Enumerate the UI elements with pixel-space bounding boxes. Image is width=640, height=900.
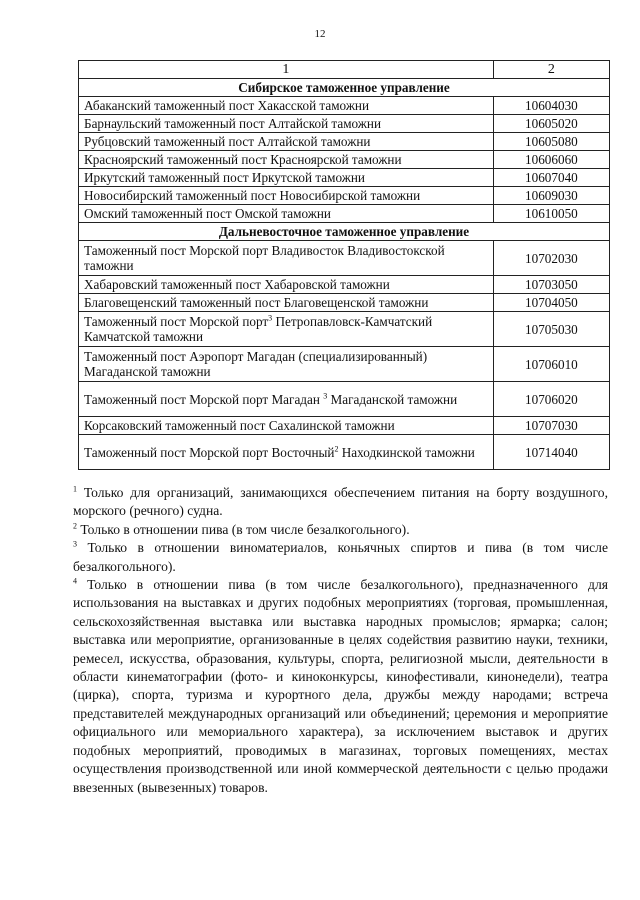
post-name: Иркутский таможенный пост Иркутской таможни bbox=[79, 169, 494, 187]
post-name: Благовещенский таможенный пост Благовещенской таможни bbox=[79, 294, 494, 312]
post-name: Таможенный пост Морской порт Восточный bbox=[84, 444, 335, 460]
post-name: Таможенный пост Морской порт Магадан bbox=[84, 391, 320, 407]
post-code: 10607040 bbox=[493, 169, 609, 187]
table-row bbox=[79, 151, 610, 169]
post-name-tail: Петропавловск-Камчатский Камчатской таможни bbox=[84, 314, 433, 344]
footnote-ref: 3 bbox=[323, 391, 328, 401]
post-name-tail: Магаданской таможни bbox=[330, 391, 458, 407]
table-row bbox=[79, 241, 610, 276]
section-row-siberian bbox=[79, 79, 610, 97]
table-row bbox=[79, 417, 610, 435]
post-name: Корсаковский таможенный пост Сахалинской таможни bbox=[79, 417, 494, 435]
post-code: 10714040 bbox=[493, 435, 609, 470]
post-name: Барнаульский таможенный пост Алтайской таможни bbox=[79, 115, 494, 133]
table-row bbox=[79, 205, 610, 223]
post-name: Красноярский таможенный пост Красноярской таможни bbox=[79, 151, 494, 169]
table-header-row bbox=[79, 61, 610, 79]
post-code: 10706020 bbox=[493, 382, 609, 417]
post-code: 10707030 bbox=[493, 417, 609, 435]
table-row bbox=[79, 347, 610, 382]
section-row-far-east bbox=[79, 223, 610, 241]
footnote-1 bbox=[73, 484, 608, 521]
post-name: Таможенный пост Морской порт bbox=[84, 314, 269, 329]
table-row bbox=[79, 435, 610, 470]
post-name: Таможенный пост Аэропорт Магадан (специализированный) Магаданской таможни bbox=[79, 347, 494, 382]
post-name: Новосибирский таможенный пост Новосибирской таможни bbox=[79, 187, 494, 205]
table-row bbox=[79, 382, 610, 417]
footnotes bbox=[73, 484, 608, 797]
post-name: Абаканский таможенный пост Хакасской таможни bbox=[79, 97, 494, 115]
footnote-2 bbox=[73, 521, 608, 539]
table-row bbox=[79, 187, 610, 205]
footnote-mark: 4 bbox=[73, 576, 77, 586]
footnote-mark: 2 bbox=[73, 521, 77, 531]
footnote-mark: 3 bbox=[73, 539, 77, 549]
footnote-text: Только для организаций, занимающихся обеспечением питания на борту воздушного, морского (речного) судна. bbox=[73, 485, 608, 519]
page-number: 12 bbox=[314, 28, 326, 40]
post-name-cell bbox=[79, 312, 494, 347]
customs-posts-table bbox=[78, 60, 610, 470]
post-name: Рубцовский таможенный пост Алтайской таможни bbox=[79, 133, 494, 151]
post-code: 10604030 bbox=[493, 97, 609, 115]
post-code: 10704050 bbox=[493, 294, 609, 312]
post-code: 10705030 bbox=[493, 312, 609, 347]
post-code: 10706010 bbox=[493, 347, 609, 382]
post-name: Таможенный пост Морской порт Владивосток Владивостокской таможни bbox=[79, 241, 494, 276]
post-code: 10703050 bbox=[493, 276, 609, 294]
footnote-4 bbox=[73, 576, 608, 797]
post-name: Омский таможенный пост Омской таможни bbox=[79, 205, 494, 223]
table-row bbox=[79, 169, 610, 187]
post-name: Хабаровский таможенный пост Хабаровской таможни bbox=[79, 276, 494, 294]
footnote-mark: 1 bbox=[73, 484, 77, 494]
footnote-text: Только в отношении пива (в том числе безалкогольного). bbox=[77, 521, 410, 537]
table-row bbox=[79, 312, 610, 347]
column-header-2: 2 bbox=[493, 61, 609, 79]
table-row bbox=[79, 97, 610, 115]
table-row bbox=[79, 115, 610, 133]
section-title: Дальневосточное таможенное управление bbox=[79, 223, 610, 241]
section-title: Сибирское таможенное управление bbox=[79, 79, 610, 97]
table-row bbox=[79, 133, 610, 151]
footnote-ref: 2 bbox=[334, 444, 339, 454]
post-code: 10702030 bbox=[493, 241, 609, 276]
post-name-cell bbox=[79, 382, 494, 417]
post-code: 10605020 bbox=[493, 115, 609, 133]
table-row bbox=[79, 276, 610, 294]
table-row bbox=[79, 294, 610, 312]
post-code: 10605080 bbox=[493, 133, 609, 151]
footnote-ref: 3 bbox=[268, 313, 273, 323]
footnote-text: Только в отношении виноматериалов, коньячных спиртов и пива (в том числе безалкогольного). bbox=[73, 540, 608, 574]
post-name-tail: Находкинской таможни bbox=[341, 444, 475, 460]
post-code: 10609030 bbox=[493, 187, 609, 205]
post-name-cell bbox=[79, 435, 494, 470]
post-code: 10606060 bbox=[493, 151, 609, 169]
post-code: 10610050 bbox=[493, 205, 609, 223]
footnote-text: Только в отношении пива (в том числе безалкогольного), предназначенного для использования на выставках и других подобных мероприятиях (торговая, промышленная, сельскохозяйственная выставка или выставка народных промыслов; ярмарка; салон; выставка или мероприятие, организованные в целях содействия развитию науки, техники, ремесел, искусства, образования, культуры, спорта, религиозной мысли, деятельности в области кинематографии (фото- и киноконкурсы, кинофестивали, кинонедели), театра (цирка), спорта, туризма и курортного дела, дружбы между народами; встреча представителей международных организаций или объединений; церемония и мероприятие официального или мемориального характера), за исключением выставок и других подобных мероприятий, проводимых в магазинах, торговых помещениях, местах осуществления производственной или иной коммерческой деятельности с целью продажи ввезенных (вывезенных) товаров. bbox=[73, 577, 608, 795]
column-header-1: 1 bbox=[79, 61, 494, 79]
footnote-3 bbox=[73, 539, 608, 576]
